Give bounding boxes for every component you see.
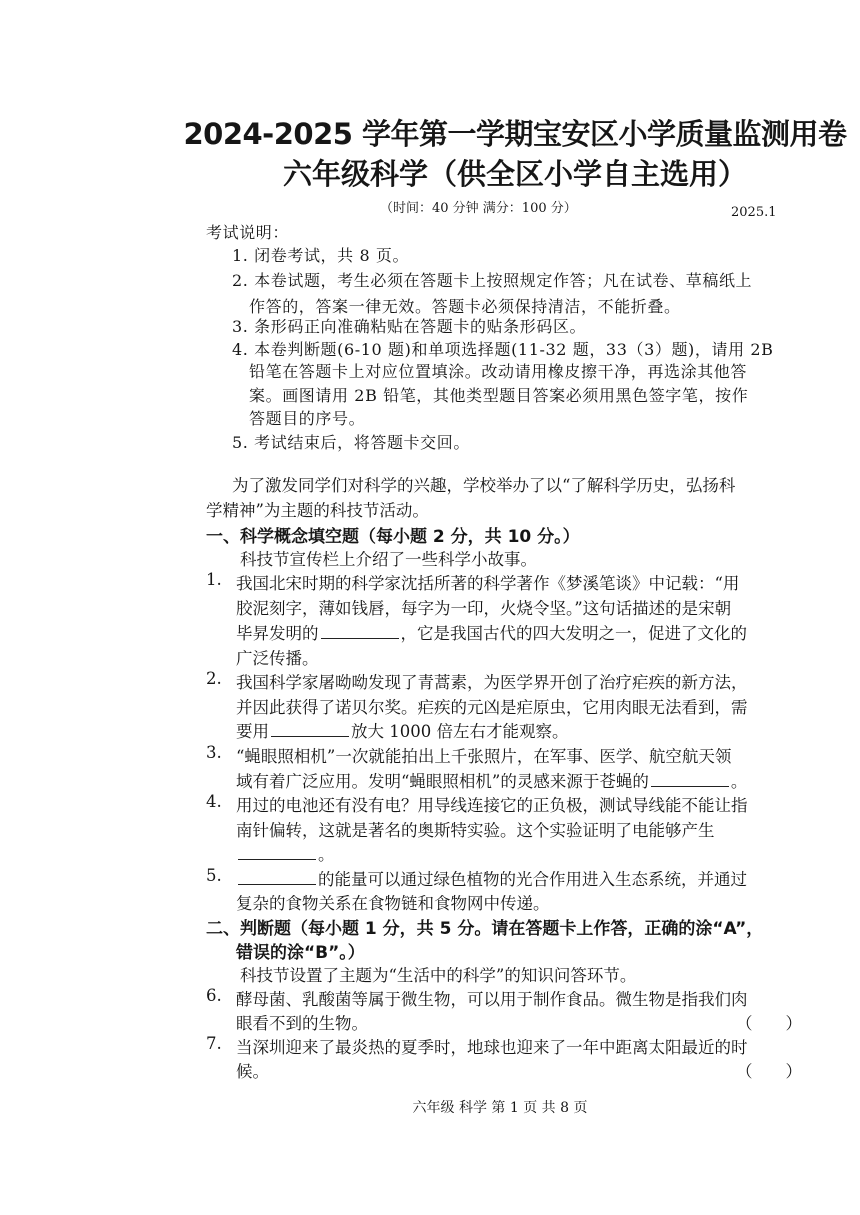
instruction-item-1: 1. 闭卷考试，共 8 页。 xyxy=(232,246,410,265)
section-2-title-line-2: 错误的涂“B”。） xyxy=(236,943,365,963)
q7-line-2: 候。 xyxy=(236,1062,269,1081)
section-1-title: 一、科学概念填空题（每小题 2 分，共 10 分。） xyxy=(206,527,580,547)
q3-line-1: “蝇眼照相机”一次就能拍出上千张照片，在军事、医学、航空航天领 xyxy=(236,747,732,766)
q4-line-3-text-b: 。 xyxy=(318,845,335,864)
q1-line-2: 胶泥刻字，薄如钱唇，每字为一印，火烧令坚。”这句话描述的是宋朝 xyxy=(236,599,732,618)
q3-number: 3. xyxy=(206,743,222,762)
q5-number: 5. xyxy=(206,866,222,885)
q1-line-1: 我国北宋时期的科学家沈括所著的科学著作《梦溪笔谈》中记载：“用 xyxy=(236,574,740,593)
q2-answer-blank[interactable] xyxy=(271,722,349,737)
q2-line-2: 并因此获得了诺贝尔奖。疟疾的元凶是疟原虫，它用肉眼无法看到，需 xyxy=(236,698,748,717)
q5-answer-blank[interactable] xyxy=(238,870,316,885)
section-1-lead: 科技节宣传栏上介绍了一些科学小故事。 xyxy=(240,550,537,569)
q4-line-3 xyxy=(236,841,335,865)
q1-number: 1. xyxy=(206,570,222,589)
q4-answer-blank[interactable] xyxy=(238,845,316,860)
q1-line-3 xyxy=(236,620,747,644)
exam-date: 2025.1 xyxy=(731,205,777,220)
instruction-item-3: 3. 条形码正向准确粘贴在答题卡的贴条形码区。 xyxy=(232,317,587,336)
instruction-item-2b: 作答的，答案一律无效。答题卡必须保持清洁，不能折叠。 xyxy=(249,297,681,316)
q3-answer-blank[interactable] xyxy=(651,772,729,787)
q5-line-1-text-b: 的能量可以通过绿色植物的光合作用进入生态系统，并通过 xyxy=(318,870,747,889)
q2-line-1: 我国科学家屠呦呦发现了青蒿素，为医学界开创了治疗疟疾的新方法， xyxy=(236,673,748,692)
q3-line-2-text-a: 域有着广泛应用。发明“蝇眼照相机”的灵感来源于苍蝇的 xyxy=(236,772,649,791)
q1-answer-blank[interactable] xyxy=(321,624,399,639)
instruction-item-5: 5. 考试结束后，将答题卡交回。 xyxy=(232,433,470,452)
q2-line-3-text-a: 要用 xyxy=(236,722,269,741)
section-2-lead: 科技节设置了主题为“生活中的科学”的知识问答环节。 xyxy=(240,966,637,985)
q4-line-1: 用过的电池还有没有电？用导线连接它的正负极，测试导线能不能让指 xyxy=(236,796,748,815)
instruction-item-2a: 2. 本卷试题，考生必须在答题卡上按照规定作答；凡在试卷、草稿纸上 xyxy=(232,271,753,290)
instruction-item-4d: 答题目的序号。 xyxy=(249,409,366,428)
q2-line-3-text-b: 放大 1000 倍左右才能观察。 xyxy=(351,722,569,741)
q3-line-2 xyxy=(236,768,747,792)
q2-line-3 xyxy=(236,718,568,742)
q6-answer-parentheses[interactable]: （ ） xyxy=(736,1014,802,1033)
instructions-heading: 考试说明： xyxy=(206,223,290,242)
exam-title: 2024-2025 学年第一学期宝安区小学质量监测用卷 xyxy=(183,117,847,151)
instruction-item-4a: 4. 本卷判断题(6-10 题)和单项选择题(11-32 题，33（3）题)，请用 2B xyxy=(232,340,774,359)
exam-subtitle: 六年级科学（供全区小学自主选用） xyxy=(282,157,747,191)
q3-line-2-text-b: 。 xyxy=(730,772,748,791)
q7-answer-parentheses[interactable]: （ ） xyxy=(736,1062,802,1081)
q7-number: 7. xyxy=(206,1034,222,1053)
q1-line-4: 广泛传播。 xyxy=(236,649,319,668)
q4-line-2: 南针偏转，这就是著名的奥斯特实验。这个实验证明了电能够产生 xyxy=(236,821,715,840)
section-2-title-line-1: 二、判断题（每小题 1 分，共 5 分。请在答题卡上作答，正确的涂“A”， xyxy=(206,919,764,939)
page-footer: 六年级 科学 第 1 页 共 8 页 xyxy=(412,1100,588,1116)
q1-line-3-text-a: 毕昇发明的 xyxy=(236,624,319,643)
q2-number: 2. xyxy=(206,669,222,688)
q5-line-2: 复杂的食物关系在食物链和食物网中传递。 xyxy=(236,894,550,913)
intro-line-2: 学精神”为主题的科技节活动。 xyxy=(206,501,429,520)
time-info: （时间：40 分钟 满分：100 分） xyxy=(380,201,577,216)
q6-number: 6. xyxy=(206,986,222,1005)
instruction-item-4c: 案。画图请用 2B 铅笔，其他类型题目答案必须用黑色签字笔，按作 xyxy=(249,386,749,405)
q7-line-1: 当深圳迎来了最炎热的夏季时，地球也迎来了一年中距离太阳最近的时 xyxy=(236,1038,748,1057)
instruction-item-4b: 铅笔在答题卡上对应位置填涂。改动请用橡皮擦干净，再选涂其他答 xyxy=(249,362,748,381)
intro-line-1: 为了激发同学们对科学的兴趣，学校举办了以“了解科学历史，弘扬科 xyxy=(232,476,736,495)
q4-number: 4. xyxy=(206,792,222,811)
q1-line-3-text-b: ，它是我国古代的四大发明之一，促进了文化的 xyxy=(400,624,747,643)
q5-line-1 xyxy=(236,866,747,890)
q6-line-2: 眼看不到的生物。 xyxy=(236,1014,368,1033)
q6-line-1: 酵母菌、乳酸菌等属于微生物，可以用于制作食品。微生物是指我们肉 xyxy=(236,990,748,1009)
